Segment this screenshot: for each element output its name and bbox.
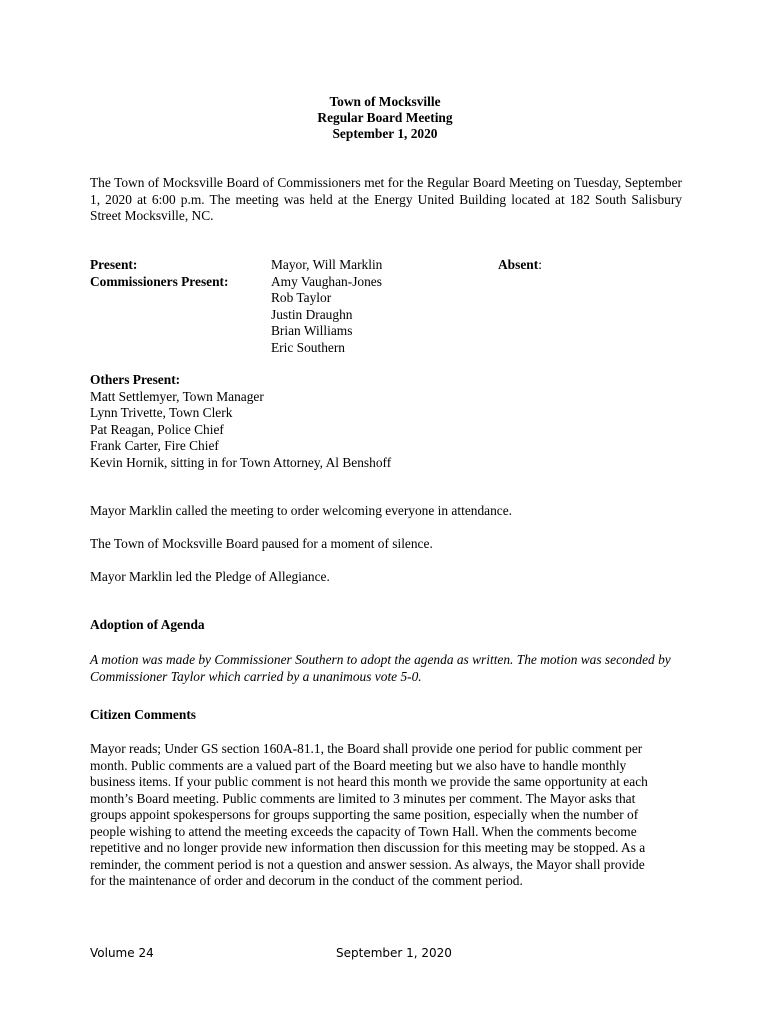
others-present-item: Kevin Hornik, sitting in for Town Attorney, Al Benshoff — [90, 454, 392, 470]
absent-label — [498, 257, 542, 274]
attendee-name: Rob Taylor — [271, 290, 332, 305]
agenda-heading: Adoption of Agenda — [90, 617, 205, 632]
pledge-text: Mayor Marklin led the Pledge of Allegiance. — [90, 569, 330, 584]
footer-date: September 1, 2020 — [336, 946, 452, 960]
citizen-comments-line: people wishing to attend the meeting exceeds the capacity of Town Hall. When the comments become — [90, 823, 637, 839]
others-present-item: Matt Settlemyer, Town Manager — [90, 388, 264, 404]
citizen-comments-line: reminder, the comment period is not a question and answer session. As always, the Mayor shall provide — [90, 856, 645, 872]
others-present-section — [90, 372, 391, 471]
present-label: Present: — [90, 257, 138, 272]
others-present-label: Others Present: — [90, 372, 181, 387]
others-present-item: Pat Reagan, Police Chief — [90, 421, 224, 437]
citizen-comments-heading: Citizen Comments — [90, 707, 196, 722]
citizen-comments-line: month. Public comments are a valued part of the Board meeting but we also have to handle monthly — [90, 757, 627, 773]
intro-paragraph: The Town of Mocksville Board of Commissioners met for the Regular Board Meeting on Tuesday, September 1, 2020 at 6:00 p.m. The meeting was held at the Energy United Building located at 182 South Salisbury Street Mocksville, NC. — [90, 175, 682, 223]
attendance-labels — [90, 257, 228, 290]
others-present-item: Frank Carter, Fire Chief — [90, 438, 219, 453]
attendee-name: Justin Draughn — [271, 306, 353, 322]
absent-label-colon: : — [538, 257, 542, 272]
footer-volume: Volume 24 — [90, 946, 154, 960]
agenda-motion-text: A motion was made by Commissioner Southern to adopt the agenda as written. The motion was seconded by Commissioner Taylor which carried by a unanimous vote 5-0. — [90, 652, 671, 684]
moment-of-silence-text: The Town of Mocksville Board paused for a moment of silence. — [90, 536, 433, 551]
attendee-name: Brian Williams — [271, 323, 353, 338]
citizen-comments-line: business items. If your public comment is not heard this month we provide the same opportunity at each — [90, 774, 648, 789]
document-header — [0, 94, 770, 142]
others-present-item: Lynn Trivette, Town Clerk — [90, 405, 233, 420]
citizen-comments-line: repetitive and no longer provide new information then discussion for this meeting may be stopped. As a — [90, 840, 646, 855]
citizen-comments-line: Mayor reads; Under GS section 160A-81.1, the Board shall provide one period for public comment per — [90, 741, 643, 756]
attendee-list — [271, 257, 382, 356]
citizen-comments-line: month’s Board meeting. Public comments are limited to 3 minutes per comment. The Mayor asks that — [90, 790, 636, 806]
attendee-name: Eric Southern — [271, 339, 346, 355]
citizen-comments-line: for the maintenance of order and decorum in the conduct of the comment period. — [90, 873, 523, 888]
citizen-comments-line: groups appoint spokespersons for groups supporting the same position, especially when the number of — [90, 807, 639, 822]
header-town: Town of Mocksville — [329, 94, 441, 109]
absent-label-text: Absent — [498, 257, 539, 272]
header-date: September 1, 2020 — [332, 126, 438, 141]
call-to-order-text: Mayor Marklin called the meeting to order welcoming everyone in attendance. — [90, 503, 513, 518]
header-meeting-type: Regular Board Meeting — [317, 110, 453, 125]
attendee-name: Mayor, Will Marklin — [271, 257, 383, 272]
commissioners-present-label: Commissioners Present: — [90, 273, 229, 289]
attendee-name: Amy Vaughan-Jones — [271, 273, 382, 289]
citizen-comments-paragraph — [90, 741, 690, 890]
